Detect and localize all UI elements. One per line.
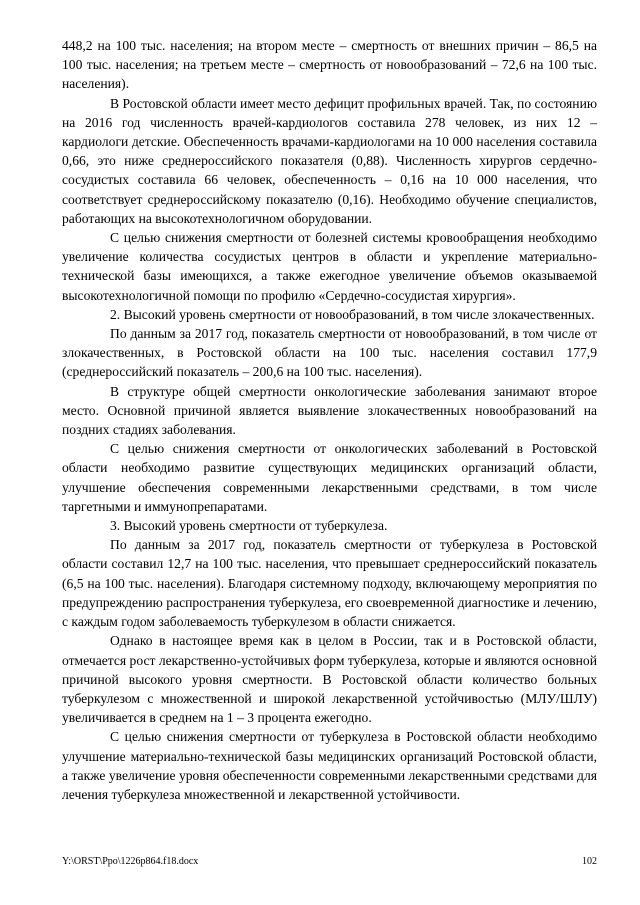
page-number: 102 [582, 856, 597, 867]
paragraph-2: В Ростовской области имеет место дефицит профильных врачей. Так, по состоянию на 2016 год численность врачей-кардиологов составила 278 человек, из них 12 – кардиологи детские. Обеспеченность врачами-кардиологами на 10 000 населения составила 0,66, это ниже среднероссийского показателя (0,88). Численность хирургов сердечно-сосудистых составила 66 человек, обеспеченность – 0,16 на 10 000 населения, что соответствует среднероссийскому показателю (0,16). Необходимо обучение специалистов, работающих на высокотехнологичном оборудовании. [62, 95, 597, 226]
paragraph-5: По данным за 2017 год, показатель смертности от новообразований, в том числе от злокачественных, в Ростовской области на 100 тыс. населения составил 177,9 (среднероссийский показатель – 200,6 на 100 тыс. населения). [62, 326, 597, 380]
paragraph-3: С целью снижения смертности от болезней системы кровообращения необходимо увеличение количества сосудистых центров в области и укрепление материально-технической базы имеющихся, а также ежегодное увеличение объемов оказываемой высокотехнологичной помощи по профилю «Сердечно-сосудистая хирургия». [62, 230, 597, 303]
paragraph-8-heading: 3. Высокий уровень смертности от туберкулеза. [110, 518, 388, 534]
document-body [62, 36, 597, 804]
file-path: Y:\ORST\Ppo\1226p864.f18.docx [62, 856, 199, 867]
paragraph-9: По данным за 2017 год, показатель смертности от туберкулеза в Ростовской области составил 12,7 на 100 тыс. населения, что превышает среднероссийский показатель (6,5 на 100 тыс. населения). Благодаря системному подходу, включающему мероприятия по предупреждению распространения туберкулеза, его своевременной диагностике и лечению, с каждым годом заболеваемость туберкулезом в области снижается. [62, 537, 597, 630]
paragraph-10: Однако в настоящее время как в целом в России, так и в Ростовской области, отмечается рост лекарственно-устойчивых форм туберкулеза, которые и являются основной причиной высокого уровня смертности. В Ростовской области количество больных туберкулезом с множественной и широкой лекарственной устойчивостью (МЛУ/ШЛУ) увеличивается в среднем на 1 – 3 процента ежегодно. [62, 633, 598, 726]
paragraph-7: С целью снижения смертности от онкологических заболеваний в Ростовской области необходимо развитие существующих медицинских организаций области, улучшение обеспечения современными лекарственными средствами, в том числе таргетными и иммунопрепаратами. [62, 441, 597, 514]
paragraph-11: С целью снижения смертности от туберкулеза в Ростовской области необходимо улучшение материально-технической базы медицинских организаций Ростовской области, а также увеличение уровня обеспеченности современными лекарственными средствами для лечения туберкулеза множественной и лекарственной устойчивости. [62, 729, 597, 802]
paragraph-1: 448,2 на 100 тыс. населения; на втором месте – смертность от внешних причин – 86,5 на 100 тыс. населения; на третьем месте – смертность от новообразований – 72,6 на 100 тыс. населения). [62, 38, 597, 92]
paragraph-6: В структуре общей смертности онкологические заболевания занимают второе место. Основной причиной является выявление злокачественных новообразований на поздних стадиях заболевания. [62, 383, 597, 438]
paragraph-4-heading: 2. Высокий уровень смертности от новообразований, в том числе злокачественных. [110, 306, 595, 322]
